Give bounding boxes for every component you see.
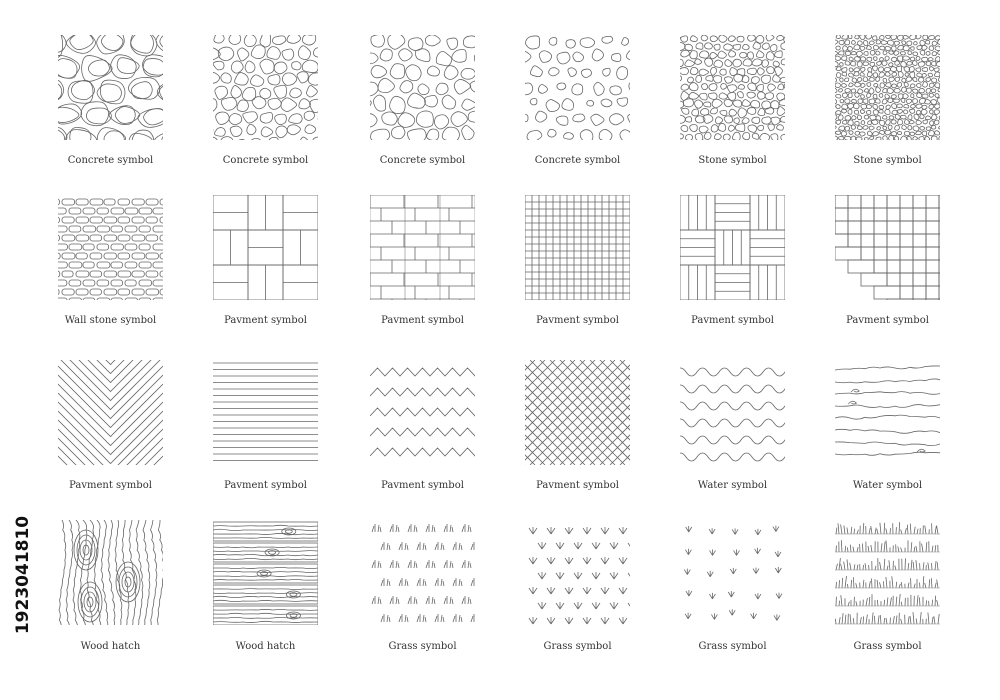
crosshatch-pattern-swatch: [525, 360, 630, 465]
stock-id-vertical: [8, 455, 38, 695]
pattern-label: Pavment symbol: [691, 315, 774, 326]
pebble-medium-pattern-swatch: [213, 35, 318, 140]
pattern-label: Water symbol: [852, 480, 923, 491]
pattern-label: Concrete symbol: [67, 155, 154, 166]
stock-id-text: 1923041810: [13, 515, 33, 635]
pebble-large-pattern-swatch: [370, 35, 475, 140]
pattern-label: Pavment symbol: [381, 315, 464, 326]
wood-grain-pattern-swatch: [58, 520, 163, 625]
waves-pattern-swatch: [680, 360, 785, 465]
grass-sparse-pattern-swatch: [680, 520, 785, 625]
pattern-label: Concrete symbol: [222, 155, 309, 166]
zigzag-pattern-swatch: [370, 360, 475, 465]
pattern-label: Concrete symbol: [379, 155, 466, 166]
wall-stone-pattern-swatch: [58, 195, 163, 300]
grass-rows-pattern-swatch: [835, 520, 940, 625]
basket-large-pattern-swatch: [213, 195, 318, 300]
pebble-sparse-pattern-swatch: [525, 35, 630, 140]
chevron-pattern-swatch: [58, 360, 163, 465]
parquet-pattern-swatch: [680, 195, 785, 300]
herringbone-pattern-swatch: [835, 195, 940, 300]
pattern-label: Stone symbol: [853, 155, 922, 166]
pattern-label: Grass symbol: [853, 641, 922, 652]
pattern-label: Pavment symbol: [536, 480, 619, 491]
pattern-label: Pavment symbol: [224, 315, 307, 326]
weave-pattern-swatch: [525, 195, 630, 300]
flagstone-pattern-swatch: [58, 35, 163, 140]
pattern-label: Pavment symbol: [69, 480, 152, 491]
pattern-label: Grass symbol: [543, 641, 612, 652]
horizontal-lines-pattern-swatch: [213, 360, 318, 465]
pattern-label: Grass symbol: [388, 641, 457, 652]
grass-tufts-pattern-swatch: [370, 520, 475, 625]
water-swirl-pattern-swatch: [835, 360, 940, 465]
pattern-label: Stone symbol: [698, 155, 767, 166]
stone-tiny-pattern-swatch: [835, 35, 940, 140]
pattern-label: Pavment symbol: [224, 480, 307, 491]
wood-planks-pattern-swatch: [213, 520, 318, 625]
pattern-label: Pavment symbol: [381, 480, 464, 491]
pattern-label: Water symbol: [697, 480, 768, 491]
pattern-label: Wall stone symbol: [64, 315, 157, 326]
pattern-label: Concrete symbol: [534, 155, 621, 166]
pattern-label: Pavment symbol: [846, 315, 929, 326]
pattern-label: Wood hatch: [80, 641, 141, 652]
grass-sprigs-pattern-swatch: [525, 520, 630, 625]
stone-small-pattern-swatch: [680, 35, 785, 140]
pattern-label: Grass symbol: [698, 641, 767, 652]
pattern-label: Wood hatch: [235, 641, 296, 652]
pattern-label: Pavment symbol: [536, 315, 619, 326]
brick-grid-pattern-swatch: [370, 195, 475, 300]
